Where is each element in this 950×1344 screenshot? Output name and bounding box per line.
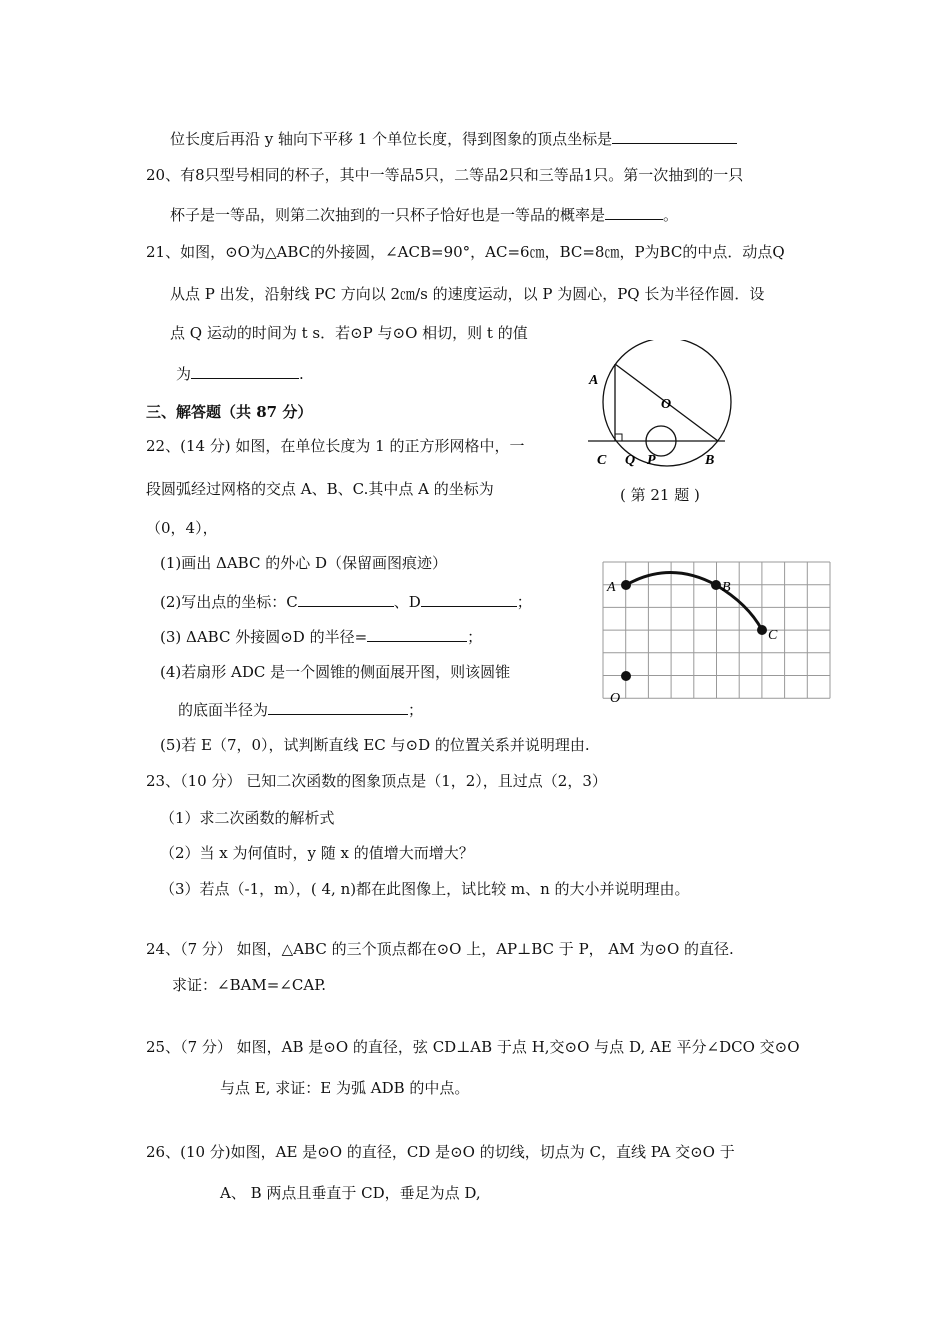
q21-answer-blank[interactable]: [191, 364, 299, 379]
figure-22: [600, 560, 840, 710]
grid-label-o: O: [610, 691, 621, 706]
q23-part-1: （1）求二次函数的解析式: [160, 809, 335, 827]
grid-label-b: B: [722, 580, 731, 595]
q19-answer-blank[interactable]: [612, 129, 737, 144]
q21-line-c: 点 Q 运动的时间为 t s．若⊙P 与⊙O 相切，则 t 的值: [170, 324, 528, 342]
q22-part-5: (5)若 E（7，0），试判断直线 EC 与⊙D 的位置关系并说明理由.: [160, 736, 590, 754]
q22-radius-blank[interactable]: [367, 627, 467, 642]
figure-21-caption: ( 第 21 题 ): [620, 486, 700, 504]
label-o: O: [661, 397, 672, 412]
grid-label-a: A: [607, 580, 616, 595]
q22-part-3: (3) ΔABC 外接圆⊙D 的半径= ；: [160, 628, 483, 646]
q21-line-b: 从点 P 出发，沿射线 PC 方向以 2㎝/s 的速度运动，以 P 为圆心，PQ 长为半径作圆．设: [170, 285, 765, 303]
q25-line-b: 与点 E, 求证：E 为弧 ADB 的中点。: [220, 1079, 470, 1097]
q22-part-2: (2)写出点的坐标：C 、D ；: [160, 593, 532, 611]
q22-part-4a: (4)若扇形 ADC 是一个圆锥的侧面展开图，则该圆锥: [160, 663, 511, 681]
q19-line-b: 位长度后再沿 y 轴向下平移 1 个单位长度，得到图象的顶点坐标是: [170, 129, 737, 149]
point-o: [621, 671, 631, 681]
q24-line-b: 求证：∠BAM=∠CAP.: [172, 976, 327, 994]
label-b: B: [705, 453, 715, 468]
label-q: Q: [625, 453, 636, 468]
point-b: [711, 580, 721, 590]
q20-line-a: 20、有8只型号相同的杯子，其中一等品5只，二等品2只和三等品1只。第一次抽到的一只: [146, 166, 744, 184]
q22-d-blank[interactable]: [421, 592, 517, 607]
q20-answer-blank[interactable]: [605, 205, 663, 220]
point-a: [621, 580, 631, 590]
q22-line-b: 段圆弧经过网格的交点 A、B、C.其中点 A 的坐标为: [146, 480, 494, 498]
figure-21: [585, 340, 735, 470]
q20-line-b: 杯子是一等品，则第二次抽到的一只杯子恰好也是一等品的概率是 。: [170, 206, 679, 224]
q23-part-3: （3）若点（-1，m），( 4, n)都在此图像上，试比较 m、n 的大小并说明理由。: [160, 880, 690, 898]
q25-line-a: 25、（7 分） 如图，AB 是⊙O 的直径，弦 CD⊥AB 于点 H,交⊙O 与点 D, AE 平分∠DCO 交⊙O: [146, 1038, 800, 1056]
section-3-heading: 三、解答题（共 87 分）: [146, 403, 313, 421]
label-p: P: [647, 453, 656, 468]
grid-label-c: C: [768, 628, 778, 643]
label-a: A: [589, 373, 599, 388]
q21-line-a: 21、如图，⊙O为△ABC的外接圆，∠ACB=90°，AC=6㎝，BC=8㎝，P为BC的中点．动点Q: [146, 243, 785, 261]
q22-base-radius-blank[interactable]: [268, 700, 408, 715]
q22-line-a: 22、(14 分) 如图，在单位长度为 1 的正方形网格中，一: [146, 437, 525, 455]
q22-c-blank[interactable]: [298, 592, 394, 607]
q23-part-2: （2）当 x 为何值时，y 随 x 的值增大而增大？: [160, 844, 474, 862]
q23-line: 23、（10 分） 已知二次函数的图象顶点是（1，2），且过点（2，3）: [146, 772, 607, 790]
label-c: C: [597, 453, 607, 468]
q22-line-c: （0，4），: [146, 519, 218, 537]
q26-line-b: A、 B 两点且垂直于 CD，垂足为点 D,: [220, 1184, 481, 1202]
q26-line-a: 26、(10 分)如图，AE 是⊙O 的直径，CD 是⊙O 的切线，切点为 C，直线 PA 交⊙O 于: [146, 1143, 735, 1161]
point-c: [757, 625, 767, 635]
q22-part-1: (1)画出 ΔABC 的外心 D（保留画图痕迹）: [160, 554, 448, 572]
q24-line-a: 24、（7 分） 如图，△ABC 的三个顶点都在⊙O 上，AP⊥BC 于 P， AM 为⊙O 的直径.: [146, 940, 734, 958]
q22-part-4b: 的底面半径为 ；: [178, 701, 424, 719]
q21-line-d: 为 .: [176, 365, 304, 383]
